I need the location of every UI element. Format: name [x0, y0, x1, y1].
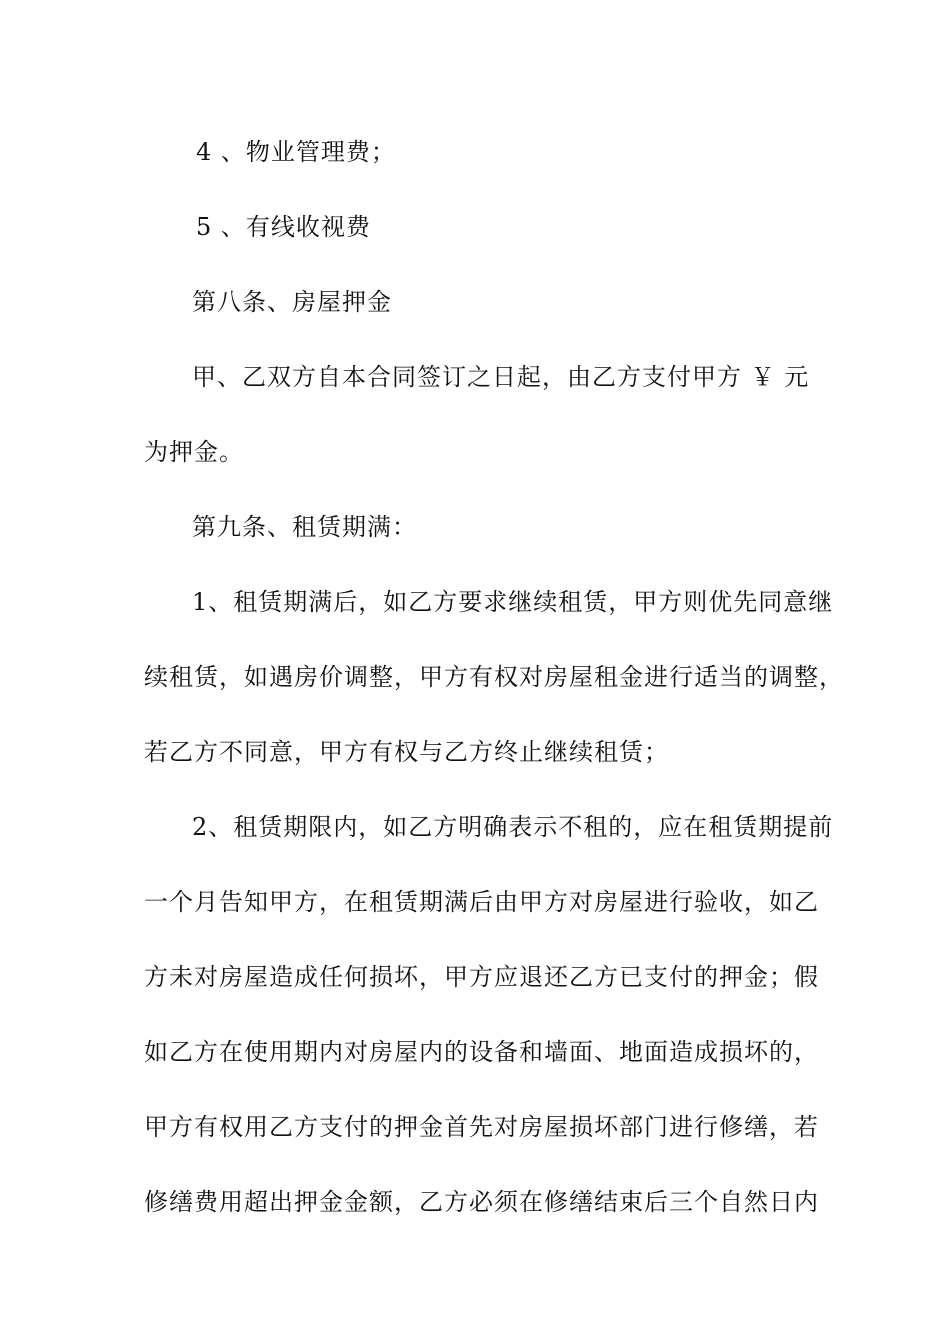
paragraph-line: 修缮费用超出押金金额，乙方必须在修缮结束后三个自然日内: [144, 1188, 819, 1216]
paragraph-line: 甲、乙双方自本合同签订之日起，由乙方支付甲方 ￥ 元: [192, 363, 810, 391]
item-5-cable-fee: 5 、有线收视费: [196, 213, 371, 241]
paragraph-line: 甲方有权用乙方支付的押金首先对房屋损坏部门进行修缮，若: [144, 1113, 819, 1141]
paragraph-line: 2、租赁期限内，如乙方明确表示不租的，应在租赁期提前: [192, 813, 834, 841]
paragraph-line: 为押金。: [144, 438, 244, 466]
paragraph-line: 续租赁，如遇房价调整，甲方有权对房屋租金进行适当的调整，: [144, 663, 844, 691]
article-8-heading: 第八条、房屋押金: [192, 288, 392, 316]
article-9-heading: 第九条、租赁期满：: [192, 513, 417, 541]
paragraph-line: 如乙方在使用期内对房屋内的设备和墙面、地面造成损坏的，: [144, 1038, 819, 1066]
item-4-property-fee: 4 、物业管理费；: [196, 138, 396, 166]
paragraph-line: 一个月告知甲方，在租赁期满后由甲方对房屋进行验收，如乙: [144, 888, 819, 916]
paragraph-line: 若乙方不同意，甲方有权与乙方终止继续租赁；: [144, 738, 669, 766]
paragraph-line: 方未对房屋造成任何损坏，甲方应退还乙方已支付的押金；假: [144, 963, 819, 991]
paragraph-line: 1、租赁期满后，如乙方要求继续租赁，甲方则优先同意继: [192, 588, 834, 616]
